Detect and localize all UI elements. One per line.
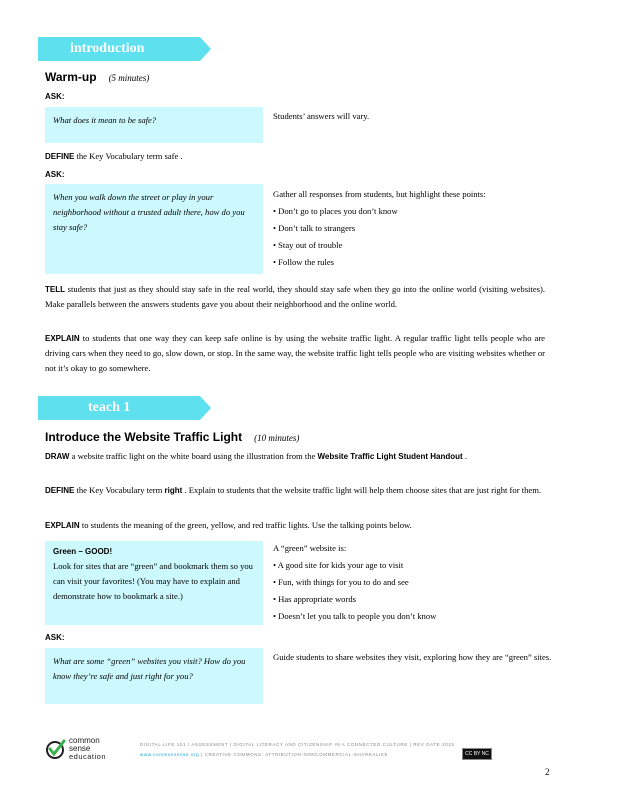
explain-paragraph bbox=[45, 331, 545, 376]
answer-intro: Gather all responses from students, but highlight these points: bbox=[273, 189, 486, 199]
common-sense-logo bbox=[45, 738, 135, 773]
list-item: • Follow the rules bbox=[273, 257, 335, 267]
section-title: introduction bbox=[70, 41, 145, 56]
teach-banner bbox=[38, 396, 200, 420]
draw-paragraph bbox=[45, 449, 545, 464]
explain-keyword: EXPLAIN bbox=[45, 334, 80, 343]
list-item: • Don’t go to places you don’t know bbox=[273, 206, 398, 216]
warmup-title: Warm-up bbox=[45, 70, 97, 84]
logo-text: common bbox=[69, 736, 100, 745]
green-text: Look for sites that are “green” and bookmark them so you can visit your favorites! (You may have to explain and demonstrate how to bookmark a site.) bbox=[53, 561, 253, 601]
answer-text: Students’ answers will vary. bbox=[273, 111, 370, 121]
list-item: • Has appropriate words bbox=[273, 594, 356, 604]
define-text: the Key Vocabulary term safe . bbox=[74, 151, 183, 161]
introduction-banner bbox=[38, 37, 200, 61]
answer-text: Guide students to share websites they visit, exploring how they are “green” sites. bbox=[273, 652, 552, 662]
answer-list bbox=[273, 186, 553, 271]
explain-text: to students the meaning of the green, yellow, and red traffic lights. Use the talking points below. bbox=[79, 520, 412, 530]
footer-line: DIGITAL LIFE 101 / ASSESSMENT | DIGITAL LITERACY AND CITIZENSHIP IN A CONNECTED CULTURE | REV DATE 2015 bbox=[140, 742, 455, 747]
green-intro: A “green” website is: bbox=[273, 543, 347, 553]
tell-keyword: TELL bbox=[45, 285, 65, 294]
explain-paragraph bbox=[45, 518, 545, 533]
define-term: right bbox=[164, 486, 183, 495]
license-text: | CREATIVE COMMONS: ATTRIBUTION-NONCOMMERCIAL-SHAREALIKE bbox=[199, 752, 389, 757]
define-text: . Explain to students that the website traffic light will help them choose sites that are just right for them. bbox=[182, 485, 542, 495]
define-paragraph bbox=[45, 149, 545, 164]
define-text: the Key Vocabulary term bbox=[74, 485, 165, 495]
question-text: When you walk down the street or play in your neighborhood without a trusted adult there, how do you stay safe? bbox=[53, 192, 245, 232]
list-item: • A good site for kids your age to visit bbox=[273, 560, 404, 570]
list-item: • Doesn’t let you talk to people you don’t know bbox=[273, 611, 437, 621]
green-list bbox=[273, 540, 553, 625]
define-keyword: DEFINE bbox=[45, 486, 75, 495]
handout-reference: Website Traffic Light Student Handout bbox=[317, 452, 463, 461]
website-link[interactable]: www.commonsense.org bbox=[140, 752, 200, 757]
tell-text: students that just as they should stay safe in the real world, they should stay safe when they go into the online world (visiting websites). Make parallels between the answers students gave you about their neighborhood and the online world. bbox=[45, 284, 545, 309]
question-box bbox=[45, 648, 263, 704]
warmup-heading bbox=[45, 70, 149, 84]
ask-label: ASK: bbox=[45, 92, 65, 101]
list-item: • Fun, with things for you to do and see bbox=[273, 577, 409, 587]
list-item: • Don’t talk to strangers bbox=[273, 223, 356, 233]
section-title: teach 1 bbox=[88, 400, 131, 415]
teach-duration: (10 minutes) bbox=[254, 433, 300, 443]
tell-paragraph bbox=[45, 282, 545, 312]
define-keyword: DEFINE bbox=[45, 152, 75, 161]
green-heading: Green – GOOD! bbox=[53, 547, 113, 556]
explain-keyword: EXPLAIN bbox=[45, 521, 80, 530]
explain-text: to students that one way they can keep safe online is by using the website traffic light. A regular traffic light tells people who are driving cars when they need to go, slow down, or stop. In the same way, the website traffic light tells people who are visiting websites whether or not it’s okay to go somewhere. bbox=[45, 333, 545, 373]
question-box bbox=[45, 107, 263, 143]
question-text: What does it mean to be safe? bbox=[53, 115, 157, 125]
question-text: What are some “green” websites you visit? How do you know they’re safe and just right for you? bbox=[53, 656, 246, 681]
ask-label: ASK: bbox=[45, 633, 65, 642]
draw-text: a website traffic light on the white board using the illustration from the bbox=[69, 451, 318, 461]
draw-keyword: DRAW bbox=[45, 452, 70, 461]
logo-text: education bbox=[69, 752, 107, 761]
list-item: • Stay out of trouble bbox=[273, 240, 343, 250]
define-paragraph bbox=[45, 483, 545, 498]
warmup-duration: (5 minutes) bbox=[108, 73, 150, 83]
footer-credits bbox=[140, 740, 510, 760]
question-box bbox=[45, 184, 263, 274]
logo-text: sense bbox=[69, 744, 91, 753]
teach-heading bbox=[45, 430, 299, 444]
teach-title: Introduce the Website Traffic Light bbox=[45, 430, 243, 444]
ask-label: ASK: bbox=[45, 170, 65, 179]
draw-end: . bbox=[462, 451, 467, 461]
creative-commons-icon: CC BY NC SA bbox=[462, 748, 492, 760]
page-number: 2 bbox=[545, 767, 550, 777]
green-box bbox=[45, 541, 263, 625]
